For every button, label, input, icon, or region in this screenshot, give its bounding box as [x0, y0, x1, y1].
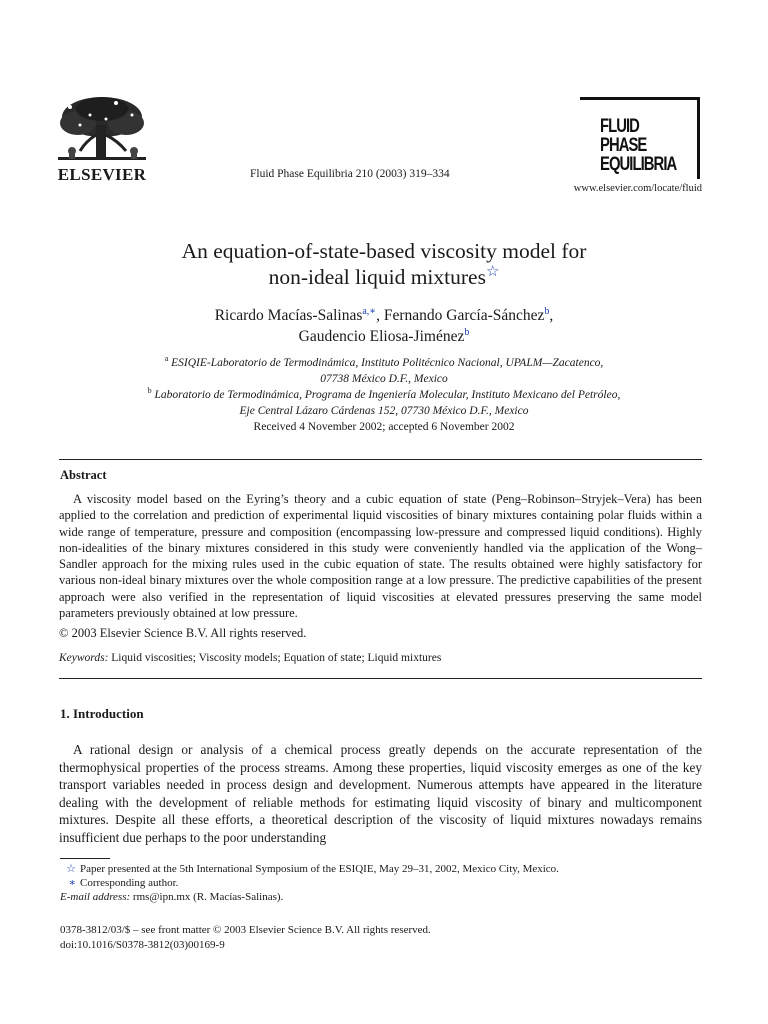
journal-logo-line1: FLUID PHASE	[600, 116, 647, 156]
introduction-text: A rational design or analysis of a chemical process greatly depends on the accurate representation of the thermophysical properties of the process streams. Among these properties, liquid viscosity emerges as one of the key transport variables needed in process design and development. Numerous attempts have appeared in the literature dealing with the development of reliable methods for estimating liquid viscosity of binary and multicomponent mixtures. Despite all these efforts, a theoretical description of the viscosity of liquid mixtures nowadays remains insufficient due perhaps to the poor understanding	[59, 742, 702, 845]
divider	[59, 678, 702, 679]
footnote-corresponding: ∗ Corresponding author.	[60, 876, 178, 890]
email-label: E-mail address:	[60, 891, 131, 903]
journal-url-link[interactable]: www.elsevier.com/locate/fluid	[573, 183, 702, 194]
keywords-label: Keywords:	[59, 652, 109, 664]
affiliation-b: $^b$ Laboratorio de Termodinámica, Programa de Ingeniería Molecular, Instituto Mexicano del Petróleo, Eje Central Lázaro Cárdenas 152, 07730 México D.F., Mexico	[147, 386, 621, 417]
keywords	[59, 652, 441, 664]
title-footnote-link[interactable]: ☆	[485, 263, 500, 280]
affiliation-mark: a	[164, 354, 169, 363]
received-accepted-dates: Received 4 November 2002; accepted 6 November 2002	[253, 421, 515, 433]
title-line1: An equation-of-state-based viscosity model for	[181, 239, 587, 263]
article-title	[60, 238, 708, 290]
tree-icon	[56, 95, 148, 167]
email-link[interactable]: rms@ipn.mx (R. Macías-Salinas).	[132, 891, 284, 903]
abstract-text: A viscosity model based on the Eyring’s theory and a cubic equation of state (Peng–Robinson–Stryjek–Vera) has been applied to the correlation and prediction of experimental liquid viscosities of binary mixtures containing polar fluids within a wide range of temperature, pressure and composition (encompassing low-pressure and compressed liquid conditions). Highly non-idealities of the binary mixtures considered in this study were conveniently handled via the application of the Wong–Sandler approach for the mixing rules used in the cubic equation of state. The results obtained were highly satisfactory for various non-ideal binary mixtures over the whole composition range at a low pressure. The predictive capabilities of the present approach were also verified in the representation of liquid viscosities at elevated pressures preserving the same model parameters previously obtained at low pressure.	[59, 492, 702, 621]
journal-logo	[580, 97, 700, 179]
footnote-mark: ☆	[66, 863, 76, 875]
author-list: Ricardo Macías-Salinas$^{a,∗}$, Fernando García-Sánchez$^b$, Gaudencio Eliosa-Jiménez$^b$	[214, 305, 554, 345]
doi-line[interactable]: doi:10.1016/S0378-3812(03)00169-9	[60, 939, 225, 951]
author-name: Gaudencio Eliosa-Jiménez	[298, 328, 465, 345]
footnote-mark: ∗	[68, 877, 76, 889]
keywords-list: Liquid viscosities; Viscosity models; Equation of state; Liquid mixtures	[111, 652, 442, 664]
email-address	[60, 890, 283, 904]
author-affiliation-link[interactable]: b	[544, 305, 550, 317]
divider	[59, 459, 702, 460]
journal-citation: Fluid Phase Equilibria 210 (2003) 319–334	[250, 168, 450, 180]
author-name: Ricardo Macías-Salinas	[214, 307, 363, 324]
abstract-copyright: © 2003 Elsevier Science B.V. All rights reserved.	[59, 626, 307, 640]
author-affiliation-link[interactable]: a,∗	[362, 305, 377, 317]
affiliation-a: $^a$ ESIQIE-Laboratorio de Termodinámica, Instituto Politécnico Nacional, UPALM—Zacatenco, 07738 México D.F., Mexico	[164, 354, 604, 385]
footnote-title: ☆ Paper presented at the 5th International Symposium of the ESIQIE, May 29–31, 2002, Mexico City, Mexico.	[60, 862, 559, 876]
title-line2: non-ideal liquid mixtures	[268, 265, 486, 289]
author-affiliation-link[interactable]: b	[464, 326, 470, 338]
section-heading: 1. Introduction	[60, 706, 144, 721]
publisher-name: ELSEVIER	[57, 165, 147, 184]
affiliation-mark: b	[147, 386, 152, 395]
author-name: Fernando García-Sánchez	[383, 307, 545, 324]
journal-logo-line2: EQUILIBRIA	[600, 154, 677, 175]
issn-line: 0378-3812/03/$ – see front matter © 2003 Elsevier Science B.V. All rights reserved.	[60, 924, 431, 936]
footnote-divider	[60, 858, 110, 859]
front-matter	[60, 923, 431, 953]
abstract-heading: Abstract	[60, 468, 107, 482]
